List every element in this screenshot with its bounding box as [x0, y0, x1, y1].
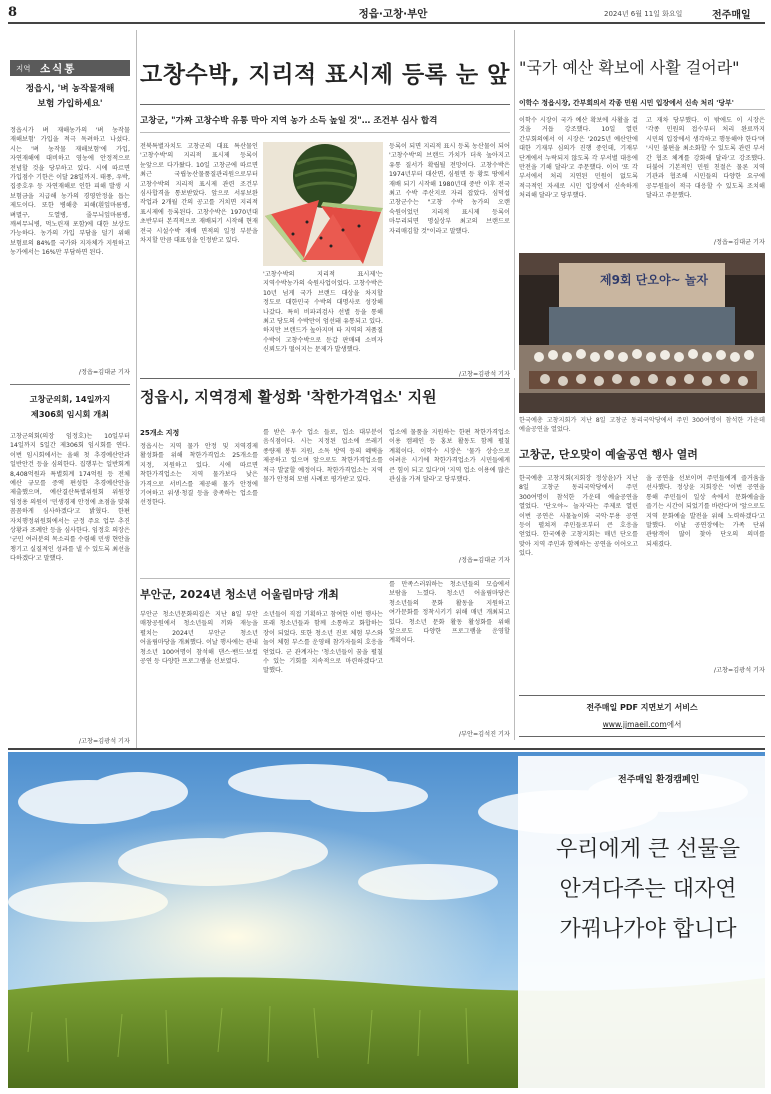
pdf-notice-box: [519, 695, 765, 737]
article1-column-rule: [514, 30, 515, 370]
article4-credit: /부안=김석진 기자: [458, 731, 510, 738]
sidebar-item2-title: [10, 392, 130, 422]
article5-headline-rule: [519, 466, 765, 467]
watermelon-illustration: [263, 142, 383, 266]
sidebar-label-title: 소식통: [40, 63, 77, 75]
sidebar-column-rule: [136, 30, 137, 750]
sidebar-label: [10, 60, 130, 76]
right-column-rule: [514, 378, 515, 740]
sidebar-item2-credit: /고창=김광석 기자: [78, 738, 130, 745]
article1-body-col2: '고창수박의 지리적 표시제'는 지역수박농가의 숙원사업이었다. 고창수박은 10년 넘게 국가 브랜드 대상을 차지할 정도로 대한민국 수박의 대명사로 성장해 나갔다. 특히 비파괴검사 선별 등을 통해 최고 당도의 수박만이 엄선돼 유통되고 있다. 하지만 브랜드가 높아지며 타 지역의 저품질 수박이 고창수박으로 둔갑 판매돼 소비자 신뢰도가 떨어지는 문제가 발생했다.: [263, 271, 383, 354]
dano-performance-photo: [519, 253, 765, 413]
article3-headline: 정읍시, 지역경제 활성화 '착한가격업소' 지원: [140, 388, 437, 406]
pdf-notice-title: 전주매일 PDF 지면보기 서비스: [586, 703, 698, 712]
article1-subhead: 고창군, "가짜 고창수박 유통 막아 지역 농가 소득 높일 것"… 조건부 심사 합격: [140, 116, 438, 126]
stage-banner-text: 제9회 단오야~ 놀자: [600, 273, 708, 287]
article3-credit: /정읍=김대균 기자: [458, 557, 510, 564]
article5-credit: /고창=김광석 기자: [713, 667, 765, 674]
article3-top-rule: [140, 378, 510, 379]
article3-body-col2: 를 받은 우수 업소 들로, 업소 대부분이 음식점이다. 시는 지정된 업소에 쓰레기 종량제 봉투 지원, 소독 방역 등의 혜택을 제공하고 있으며 앞으로도 착한가격업소를 적극 발굴할 예정이다. 착한가격업소는 지역 물가 안정의 모범 사례로 평가받고 있다.: [263, 429, 383, 484]
sidebar-divider: [10, 384, 130, 385]
article4-body-col2: 소년들이 직접 기획하고 참여한 이번 행사는 또래 청소년들과 함께 소통하고 화합하는 장이 되었다. 또한 청소년 진로 체험 부스와 놀이 체험 부스를 운영해 참가자들의 호응을 얻었다. 군 관계자는 '청소년들이 꿈을 펼칠 수 있는 기회를 지속적으로 마련하겠다'고 말했다.: [263, 611, 383, 675]
sidebar-label-region: 지역: [16, 64, 31, 73]
article1-body-col1: 전북특별자치도 고창군의 대표 특산물인 '고창수박'의 지리적 표시제 등록이 눈앞으로 다가왔다. 10일 고창군에 따르면 최근 국립농산물품질관리원으로부터 고창수박의 지리적 표시제 관련 조건부 심사합격을 통보받았다. 앞으로 서류보완 작업과 2개월 간의 공고를 거치면 지리적 표시제에 등록된다. 고창수박은 1970년대 초반부터 본격적으로 재배되기 시작해 현재 전국 시설수박 재배 면적의 일정 부분을 차지할 만큼 대표성을 인정받고 있다.: [140, 143, 258, 245]
sidebar-item1-title: [10, 82, 130, 112]
ad-headline-line1: 우리에게 큰 선물을: [555, 837, 740, 862]
sidebar-item2-body: 고창군의회(의장 임정호)는 10일부터 14일까지 5일간 제306회 임시회를 연다. 이번 임시회에서는 올해 첫 추경예산안과 일반안건 등을 심의한다. 집행부는 일반회계 8,408억원과 특별회계 174억원 등 전체 예산 규모를 증액 편성한 추경예산안을 제출했으며, 예산결산특별위원회 위원장 임정용 의원이 '민생경제 안정에 초점을 맞춰 꼼꼼하게 심사하겠다'고 밝혔다. 한편 자치행정위원회에서는 군정 주요 업무 추진 상황과 조례안 등을 심사한다. 임정호 의장은 '군민 여러분의 목소리를 수렴해 민생 현안을 챙기고 실질적인 성과를 낼 수 있도록 최선을 다하겠다'고 말했다.: [10, 433, 130, 563]
ad-headline-line2: 안겨다주는 대자연: [559, 877, 737, 902]
pdf-notice-link-line: [519, 719, 765, 730]
article1-subhead-rule: [140, 132, 510, 133]
article4-headline: 부안군, 2024년 청소년 어울림마당 개최: [140, 588, 339, 601]
sidebar-item1-body: 정읍시가 벼 재해농가의 '벼 농작물 재해보험' 가입을 적극 독려하고 나섰다. 시는 '벼 농작물 재해보험'에 가입, 자연재해에 대비하고 영농에 안정적으로 전념할 것을 당부하고 있다. 시에 따르면 가입점수 기한은 이달 28일까지. 태풍, 우박, 집중호우 등 자연재해로 인한 피해 발생 시 보험금을 지급해 농가의 경영안정을 돕는 제도이다. 또한 병해충 피해(흰잎마름병, 벼멸구, 도열병, 줄무늬잎마름병, 깨씨무늬병, 먹노린재 포함)에 대한 보상도 가능하다. 농가의 가입 부담을 덜기 위해 보험료의 84%를 국가와 지자체가 지원하고 농가에서는 16%만 부담하면 된다.: [10, 127, 130, 257]
article4-body-col1: 부안군 청소년문화의집은 지난 8일 부안 매창공원에서 청소년들의 끼와 재능을 펼치는 2024년 부안군 청소년 어울림마당을 개최했다. 이날 행사에는 관내 청소년 100여명이 참석해 댄스·밴드·보컬 공연 등 다양한 프로그램을 선보였다.: [140, 611, 258, 666]
article2-body-col2: 고 재차 당부했다. 이 밖에도 이 시장은 '각종 민원의 접수부터 처리 완료까지 시민의 입장에서 생각하고 행동해야 한다'며 '시민 불편을 최소화할 수 있도록 관련 부서 간 협조 체계를 강화해 달라'고 강조했다. 더불어 기본적인 민원 친절은 물론 지역 기관과 협조해 시민들의 다양한 요구에 공무원들이 적극 대응할 수 있도록 조치해 달라고 주문했다.: [646, 117, 765, 200]
article5-body-col1: 한국예총 고창지회(지회장 정상윤)가 지난 8일 고창군 동리국악당에서 주민 300여명이 참석한 가운데 예술공연을 열었다. '단오야~ 놀자'라는 주제로 열린 이번 공연은 사물놀이와 국악·무용 공연 등이 펼쳐져 주민들로부터 큰 호응을 얻었다. 한국예총 고창지회는 매년 단오를 맞아 지역 주민과 함께하는 공연을 이어오고 있다.: [519, 475, 638, 558]
sidebar-item1-title-line1: 정읍시, '벼 농작물재해: [25, 84, 115, 94]
article5-body-col2: 을 공연을 선보이며 주민들에게 즐거움을 선사했다. 정상윤 지회장은 '이번 공연을 통해 주민들이 일상 속에서 문화예술을 즐기는 시간이 되었기를 바란다'며 '앞으로도 지역 문화예술 발전을 위해 노력하겠다'고 말했다. 이날 공연장에는 가족 단위 관람객이 많이 찾아 단오의 의미를 되새겼다.: [646, 475, 765, 548]
ad-top-rule: [8, 748, 765, 750]
sidebar-item1-credit: /정읍=김대균 기자: [78, 369, 130, 376]
ad-headline-line3: 가꿔나가야 합니다: [559, 917, 737, 942]
article2-subhead: 이학수 정읍시장, 간부회의서 각종 민원 시민 입장에서 신속 처리 '당부': [519, 99, 734, 107]
environment-campaign-ad: [8, 752, 765, 1088]
paper-name: 전주매일: [712, 10, 751, 21]
article3-lead: 25개소 지정: [140, 429, 180, 437]
sidebar-item1-title-line2: 보험 가입하세요': [37, 99, 103, 109]
page-number: 8: [8, 5, 18, 20]
ad-campaign-label: 전주매일 환경캠페인: [618, 775, 700, 785]
article2-credit: /정읍=김대균 기자: [713, 239, 765, 246]
article2-headline: "국가 예산 확보에 사활 걸어라": [519, 58, 740, 77]
sidebar-item2-title-line2: 제306회 임시회 개최: [30, 409, 110, 419]
article1-body-col3: 등록이 되면 지리적 표시 등록 농산물이 되어 '고창수박'의 브랜드 가치가 더욱 높아지고 유통 질서가 확립될 전망이다. 고창수박은 1974년부터 대산면, 심원면 등 황토 땅에서 재배 되기 시작해 1980년대 중반 이후 전국 최고 수박 주산지로 자리 잡았다. 심덕섭 고창군수는 "고창 수박 농가의 오랜 숙원이었던 지리적 표시제 등록이 마무리되면 명실상부 최고의 브랜드로 자리매김할 것"이라고 말했다.: [389, 143, 510, 235]
article4-body-col3: 를 만족스러워하는 청소년들의 모습에서 보람을 느꼈다. 청소년 어울림마당은 청소년들의 문화 활동을 지원하고 여가문화를 정착시키기 위해 매년 개최되고 있다. 청소년 문화 활동 활성화를 위해 앞으로도 다양한 프로그램을 운영할 계획이다.: [389, 581, 510, 645]
article2-body-col1: 이학수 시장이 국가 예산 확보에 사활을 걸 것을 거듭 강조했다. 10일 열린 간부회의에서 이 시장은 '2025년 예산안에 대한 기재부 심의가 진행 중인데, 기재부 단계에서 누락되지 않도록 각 부서별 대응에 만전을 기해 달라'고 주문했다. 이어 '또 각 부서에서 처리 지연된 민원이 없도록 적극적인 자세로 시민 입장에서 신속하게 처리해 달라'고 당부했다.: [519, 117, 638, 200]
article2-subhead-rule: [519, 109, 765, 110]
dano-photo-caption: 한국예총 고창지회가 지난 8일 고창군 동리국악당에서 주민 300여명이 참석한 가운데 예술공연을 열었다.: [519, 417, 765, 434]
pdf-notice-suffix: 에서: [666, 720, 682, 729]
article1-credit: /고창=김광석 기자: [458, 371, 510, 378]
watermelon-photo: [263, 142, 383, 266]
article4-top-rule: [140, 578, 510, 579]
sidebar-item2-title-line1: 고창군의회, 14일까지: [29, 394, 111, 404]
header-rule: [8, 22, 765, 24]
section-title: 정읍·고창·부안: [358, 8, 428, 20]
article5-headline: 고창군, 단오맞이 예술공연 행사 열려: [519, 448, 698, 461]
article3-body-col3: 업소에 물품을 지원하는 한편 착한가격업소 이용 캠페인 등 홍보 활동도 함께 펼칠 계획이다. 이학수 시장은 '물가 상승으로 어려운 시기에 착한가격업소가 시민들에게 큰 힘이 되고 있다'며 '지역 업소 이용에 많은 관심을 가져 달라'고 당부했다.: [389, 429, 510, 484]
issue-date: 2024년 6월 11일 화요일: [604, 10, 683, 18]
article3-body-col1: 정읍시는 지역 물가 안정 및 지역경제 활성화를 위해 착한가격업소 25개소를 지정, 지원하고 있다. 시에 따르면 착한가격업소는 지역 물가보다 낮은 가격으로 서비스를 제공해 물가 안정에 기여하고 위생·청결 등을 충족하는 업소를 선정한다.: [140, 443, 258, 507]
article1-headline-rule: [140, 104, 510, 105]
page-header: [8, 4, 765, 22]
ad-headline: [534, 830, 762, 950]
article1-headline: 고창수박, 지리적 표시제 등록 눈 앞: [140, 62, 510, 88]
pdf-notice-link[interactable]: www.jjmaeil.com: [602, 720, 667, 729]
